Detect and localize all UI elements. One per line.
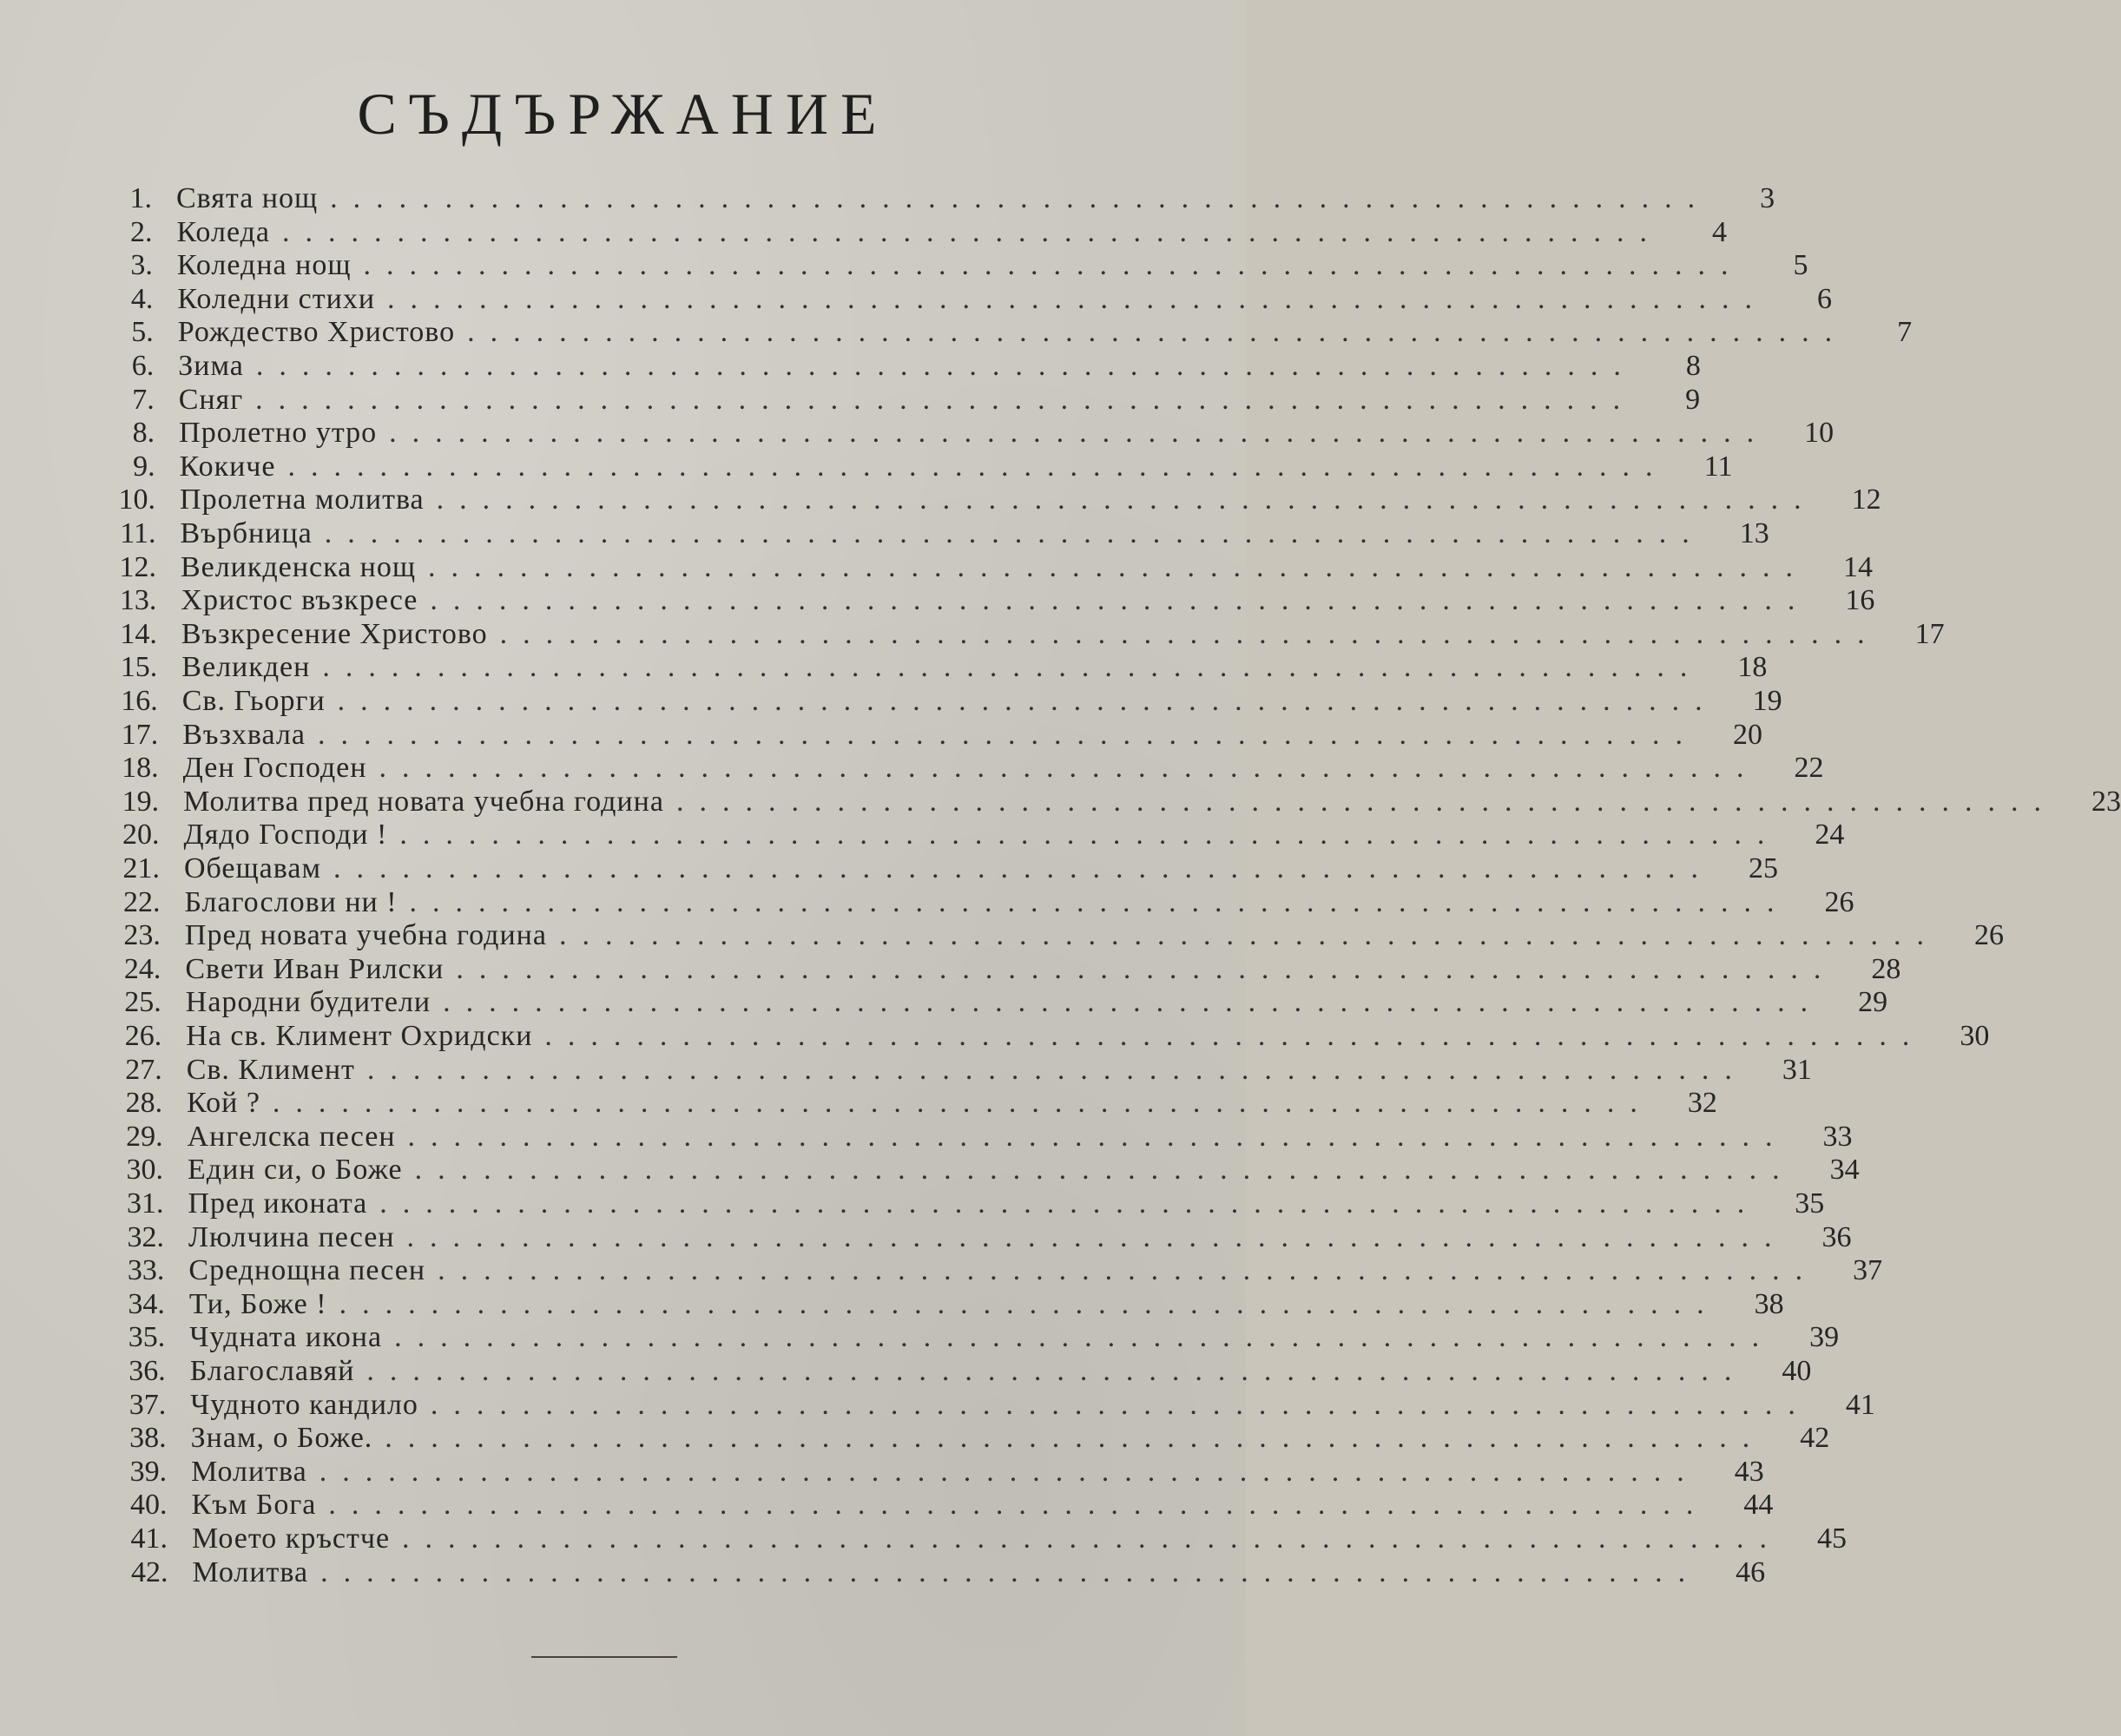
toc-entry-page: 40 [1782,1355,1812,1387]
toc-entry-title: Пролетно утро [179,417,378,450]
toc-leader-dots: ............................................................ [430,584,1811,617]
toc-entry-number: 14. [120,617,157,650]
toc-entry-page: 18 [1737,651,1768,684]
toc-entry [94,417,1834,451]
toc-entry-title: Великден [181,651,311,684]
toc-entry-title: Молитва [191,1455,307,1488]
toc-entry [104,1321,1840,1356]
toc-entry [102,1053,1812,1088]
toc-entry-number: 25. [124,986,161,1019]
toc-entry-page: 22 [1794,752,1824,785]
toc-entry-number: 41. [130,1522,168,1555]
toc-entry-title: Ти, Боже ! [188,1287,327,1320]
toc-entry-page: 35 [1795,1187,1825,1220]
page-title: СЪДЪРЖАНИЕ [357,81,889,147]
toc-entry [100,919,2004,954]
toc-entry-page: 5 [1793,249,1808,282]
toc-leader-dots: ............................................................ [363,249,1744,282]
toc-entry-title: Знам, о Боже. [190,1422,373,1455]
toc-entry-title: Свети Иван Рилски [185,952,445,985]
toc-leader-dots: ............................................................ [330,182,1711,214]
toc-leader-dots: ............................................................ [255,383,1637,416]
toc-leader-dots: ............................................................ [443,986,1824,1019]
toc-entry-number: 13. [119,584,157,617]
toc-entry [96,651,1768,686]
toc-entry-number: 18. [122,752,159,785]
toc-entry [107,1489,1774,1523]
toc-entry-page: 14 [1843,550,1874,583]
toc-entry-title: Благослови ни ! [184,885,398,918]
toc-leader-dots: ............................................................ [414,1154,1795,1187]
toc-leader-dots: ............................................................ [328,1489,1709,1522]
toc-entry-page: 31 [1782,1053,1812,1086]
toc-entry [98,785,2121,820]
toc-entry-page: 16 [1845,584,1875,617]
toc-entry-number: 11. [120,517,156,549]
toc-leader-dots: ............................................................ [317,718,1698,751]
toc-leader-dots: ............................................................ [409,885,1790,918]
toc-entry [103,1254,1883,1289]
toc-entry-page: 26 [1973,919,2004,952]
toc-entry-title: Благославяй [189,1355,355,1387]
toc-leader-dots: ............................................................ [558,919,1940,952]
toc-entry [96,584,1875,619]
toc-entry-number: 30. [126,1154,164,1187]
toc-entry-title: Пред новата учебна година [184,919,547,952]
toc-leader-dots: ............................................................ [319,1455,1700,1488]
toc-entry [92,282,1833,318]
toc-entry-page: 38 [1754,1287,1784,1320]
toc-entry-page: 33 [1822,1120,1853,1153]
toc-entry-title: Моето кръстче [192,1522,391,1555]
toc-entry [102,1087,1717,1121]
toc-entry-number: 4. [130,282,154,315]
toc-entry [96,550,1874,586]
toc-entry-page: 28 [1871,952,1901,985]
toc-entry-number: 2. [129,215,153,248]
toc-entry-title: Зима [178,350,244,382]
toc-entry-page: 29 [1858,986,1888,1019]
toc-entry-page: 45 [1817,1522,1848,1555]
toc-entry-page: 9 [1685,383,1701,416]
toc-entry [99,885,1854,921]
toc-entry-number: 12. [119,550,156,583]
toc-entry-title: Към Бога [191,1489,317,1522]
toc-entry [106,1455,1764,1490]
toc-entry-number: 29. [126,1120,163,1153]
toc-entry-title: Народни будители [185,986,431,1019]
toc-entry-page: 7 [1897,316,1913,349]
toc-entry-number: 28. [125,1087,163,1120]
toc-entry-page: 24 [1815,819,1845,852]
toc-leader-dots: ............................................................ [337,685,1718,717]
toc-leader-dots: ............................................................ [436,483,1817,516]
toc-entry-page: 46 [1736,1555,1766,1588]
toc-entry-page: 19 [1752,685,1782,717]
toc-leader-dots: ............................................................ [402,1522,1783,1555]
toc-leader-dots: ............................................................ [544,1020,1926,1052]
toc-entry [91,182,1775,217]
toc-entry [93,350,1701,385]
toc-entry-page: 37 [1853,1254,1883,1287]
toc-entry-number: 39. [129,1455,168,1488]
toc-entry [107,1555,1766,1591]
toc-leader-dots: ............................................................ [406,1220,1788,1253]
toc-entry [96,517,1769,552]
toc-entry-number: 35. [128,1321,166,1354]
toc-entry-page: 41 [1845,1388,1875,1421]
toc-leader-dots: ............................................................ [281,215,1663,248]
toc-entry-title: Чудната икона [189,1321,383,1354]
toc-entry-title: Един си, о Боже [188,1154,403,1187]
toc-entry [97,685,1782,720]
toc-entry-title: Пролетна молитва [180,483,425,516]
toc-entry-title: Св. Климент [186,1053,355,1086]
toc-leader-dots: ............................................................ [322,651,1703,684]
toc-entry-title: Великденска нощ [180,550,417,583]
toc-entry-title: Молитва пред новата учебна година [183,785,664,818]
toc-leader-dots: ............................................................ [467,316,1848,349]
toc-entry [99,852,1778,887]
toc-leader-dots: ............................................................ [387,282,1769,315]
toc-entry-number: 32. [127,1220,164,1253]
toc-leader-dots: ............................................................ [389,417,1770,450]
toc-entry-page: 39 [1809,1321,1840,1354]
toc-entry-title: Рождество Христово [177,316,456,349]
toc-entry-title: Кокиче [179,450,276,483]
toc-entry [92,249,1808,284]
toc-entry-number: 6. [131,350,155,382]
toc-entry [101,1020,1990,1055]
toc-entry [99,819,1845,853]
toc-leader-dots: ............................................................ [379,1187,1761,1220]
toc-entry-title: Пред иконата [188,1187,368,1220]
closing-rule [531,1656,677,1658]
toc-entry-title: Ден Господен [182,752,367,785]
toc-entry [98,752,1824,786]
toc-leader-dots: ............................................................ [255,350,1637,382]
toc-leader-dots: ............................................................ [456,952,1837,985]
toc-entry-number: 26. [124,1020,162,1052]
toc-entry-number: 5. [131,316,154,349]
toc-entry-title: Христос възкресе [181,584,418,617]
toc-entry-number: 17. [121,718,159,751]
toc-leader-dots: ............................................................ [428,550,1809,583]
toc-entry-title: Св. Гьорги [181,685,326,717]
toc-entry-page: 43 [1734,1455,1764,1488]
toc-leader-dots: ............................................................ [499,617,1881,650]
toc-entry-number: 31. [127,1187,164,1220]
toc-entry [107,1522,1848,1557]
toc-entry [100,952,1901,988]
toc-entry-title: Люлчина песен [188,1220,395,1253]
toc-leader-dots: ............................................................ [438,1254,1819,1287]
toc-entry-page: 32 [1687,1087,1717,1120]
toc-entry-page: 11 [1703,450,1733,483]
toc-entry-number: 21. [122,852,160,884]
toc-leader-dots: ............................................................ [675,785,2057,818]
toc-entry-page: 36 [1821,1220,1852,1253]
toc-entry-number: 15. [120,651,158,684]
toc-entry-number: 22. [122,885,161,918]
toc-entry [93,316,1913,351]
toc-entry-page: 20 [1732,718,1762,751]
toc-entry-number: 34. [128,1287,165,1320]
toc-entry-number: 1. [129,182,152,214]
toc-leader-dots: ............................................................ [272,1087,1653,1120]
toc-leader-dots: ............................................................ [366,1053,1748,1086]
toc-entry-title: Обещавам [184,852,321,884]
toc-entry [103,1220,1852,1256]
toc-entry-title: Коледа [176,215,270,248]
toc-entry-page: 44 [1743,1489,1774,1522]
toc-entry-title: Свята нощ [176,182,319,214]
toc-entry [103,1187,1825,1222]
toc-leader-dots: ............................................................ [320,1555,1702,1588]
toc-entry-page: 23 [2091,785,2121,818]
toc-entry-number: 24. [123,952,161,985]
toc-entry-page: 6 [1817,282,1833,315]
toc-entry-number: 19. [122,785,160,818]
toc-entry-page: 13 [1739,517,1769,549]
toc-entry [105,1355,1812,1390]
toc-entry [102,1154,1860,1188]
toc-entry-title: Сняг [178,383,244,416]
toc-entry-number: 8. [132,417,155,450]
toc-entry-page: 17 [1914,617,1945,650]
toc-entry-number: 42. [130,1555,168,1588]
toc-entry [104,1287,1784,1323]
toc-entry-title: Коледна нощ [176,249,352,282]
toc-leader-dots: ............................................................ [287,450,1669,483]
toc-leader-dots: ............................................................ [394,1321,1775,1354]
toc-entry-title: Ангелска песен [187,1120,396,1153]
toc-leader-dots: ............................................................ [399,819,1781,852]
toc-entry-page: 10 [1804,417,1834,450]
toc-entry-title: Върбница [180,517,313,549]
toc-leader-dots: ............................................................ [379,752,1760,785]
toc-entry-page: 8 [1685,350,1701,382]
toc-entry-number: 27. [125,1053,162,1086]
toc-entry-number: 10. [118,483,156,516]
toc-entry-title: Кой ? [187,1087,260,1120]
toc-leader-dots: ............................................................ [324,517,1705,549]
toc-entry-number: 40. [130,1489,168,1522]
toc-leader-dots: ............................................................ [430,1388,1811,1421]
toc-entry-number: 36. [128,1355,166,1387]
toc-entry-page: 12 [1851,483,1881,516]
toc-entry [105,1388,1875,1424]
toc-entry [101,986,1888,1021]
toc-entry-number: 38. [129,1422,167,1455]
toc-entry [97,718,1762,753]
toc-leader-dots: ............................................................ [385,1422,1766,1455]
toc-entry-number: 23. [123,919,161,952]
toc-entry [96,617,1945,653]
toc-entry [102,1120,1853,1155]
toc-entry [95,450,1733,485]
toc-entry-title: Коледни стихи [177,282,376,315]
toc-entry-title: Чудното кандило [190,1388,418,1421]
toc-entry-title: Молитва [192,1555,309,1588]
toc-entry-title: Дядо Господи ! [183,819,388,852]
toc-entry-page: 30 [1960,1020,1990,1052]
toc-entry-title: Възхвала [182,718,306,751]
toc-leader-dots: ............................................................ [366,1355,1748,1387]
toc-leader-dots: ............................................................ [333,852,1714,884]
toc-entry-number: 33. [127,1254,165,1287]
toc-entry-page: 4 [1711,215,1727,248]
toc-entry [106,1422,1830,1457]
toc-entry-number: 20. [122,819,160,852]
toc-entry-title: Среднощна песен [188,1254,426,1287]
toc-entry-page: 3 [1760,182,1775,214]
toc-entry-page: 25 [1748,852,1778,884]
toc-entry-number: 37. [128,1388,167,1421]
toc-entry-number: 3. [130,249,153,282]
toc-leader-dots: ............................................................ [407,1120,1788,1153]
toc-entry-page: 42 [1800,1422,1830,1455]
toc-entry-title: На св. Климент Охридски [186,1020,533,1052]
toc-entry-page: 34 [1829,1154,1860,1187]
toc-entry-title: Възкресение Христово [181,617,488,650]
toc-entry-number: 16. [121,685,158,717]
toc-entry [91,215,1727,251]
toc-entry [95,483,1881,518]
toc-entry-number: 9. [133,450,155,483]
toc-entry-page: 26 [1824,885,1854,918]
toc-entry [94,383,1701,418]
toc-leader-dots: ............................................................ [339,1287,1720,1320]
toc-entry-number: 7. [132,383,155,416]
